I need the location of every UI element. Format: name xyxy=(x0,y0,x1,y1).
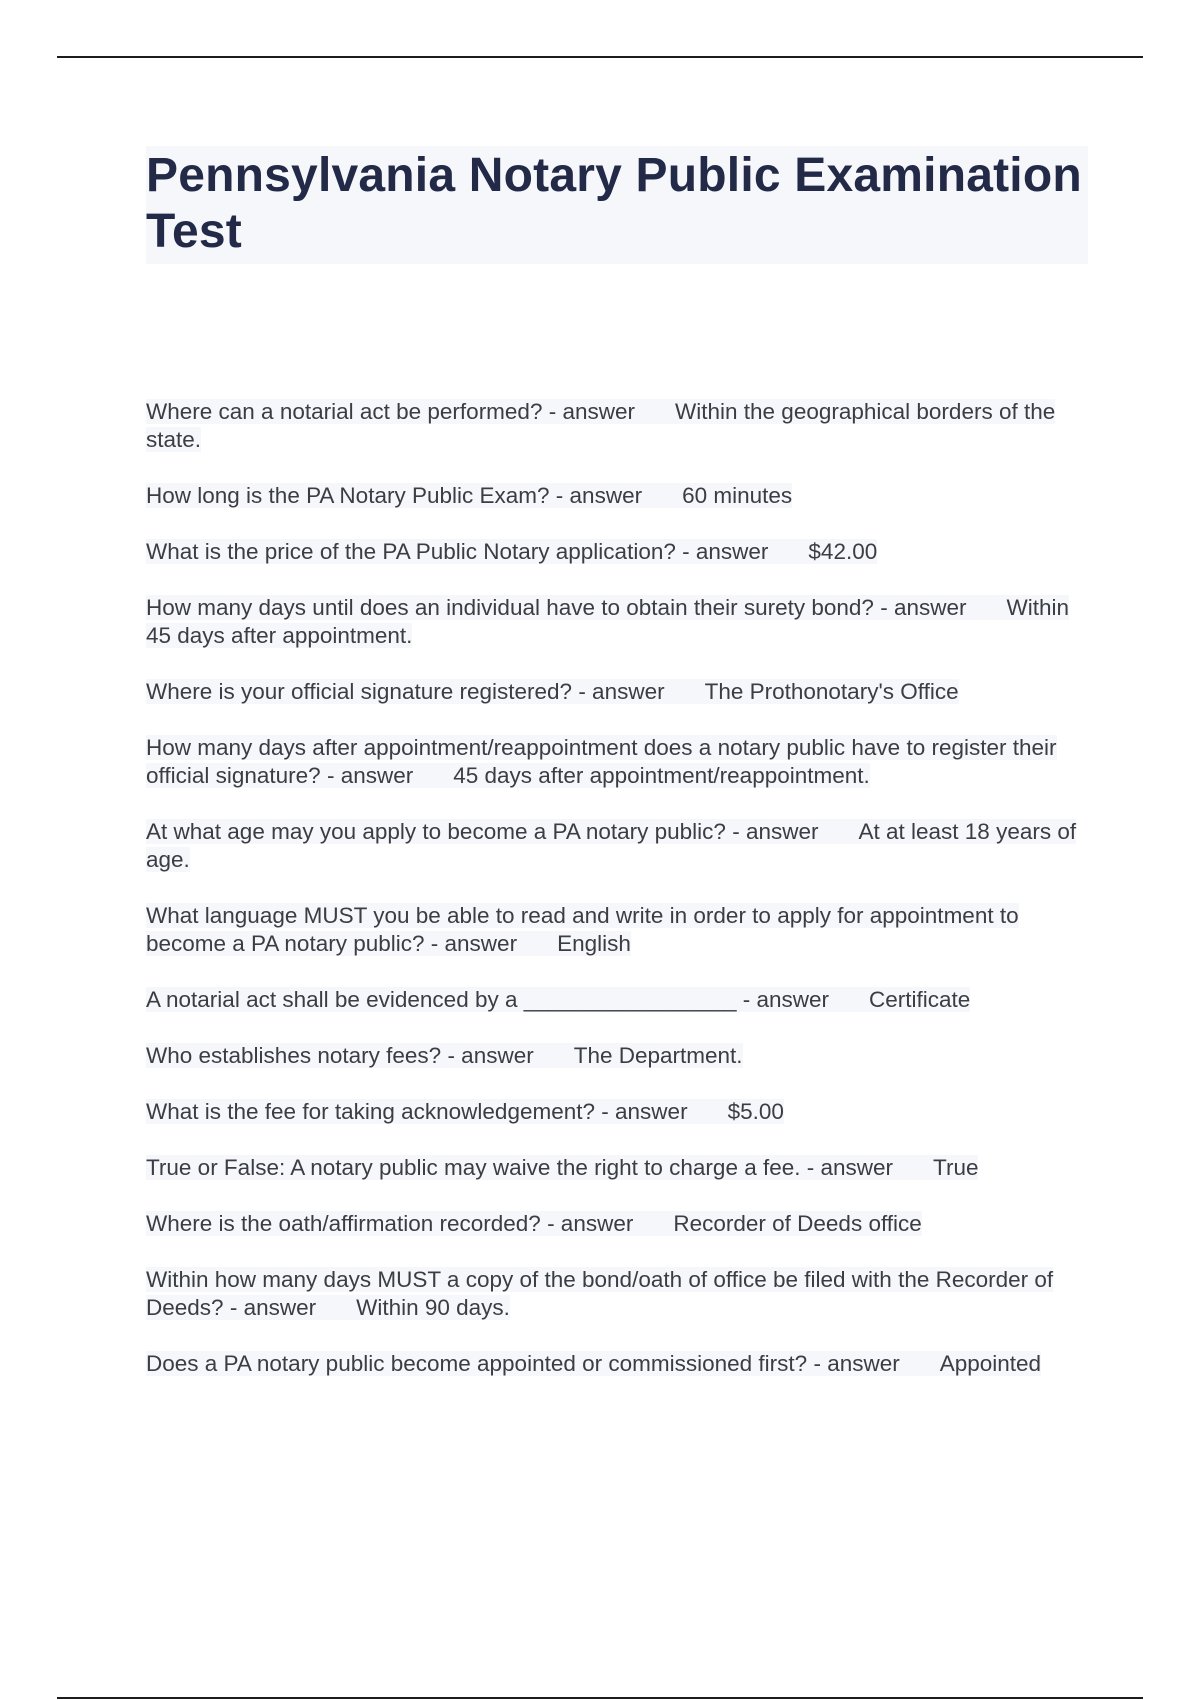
question-text: Where is the oath/affirmation recorded? xyxy=(146,1211,541,1236)
qa-item xyxy=(146,986,1096,1014)
answer-marker: - answer xyxy=(447,1043,534,1068)
answer-text: $5.00 xyxy=(727,1099,784,1124)
answer-text: 60 minutes xyxy=(682,483,793,508)
answer-marker: - answer xyxy=(682,539,769,564)
answer-text: The Prothonotary's Office xyxy=(704,679,959,704)
title-block xyxy=(146,146,1088,264)
question-text: How many days until does an individual have to obtain their surety bond? xyxy=(146,595,874,620)
qa-list xyxy=(146,398,1096,1406)
qa-item xyxy=(146,818,1096,874)
question-text: What is the fee for taking acknowledgement? xyxy=(146,1099,596,1124)
question-text: Where can a notarial act be performed? xyxy=(146,399,543,424)
question-text: At what age may you apply to become a PA notary public? xyxy=(146,819,726,844)
answer-text: $42.00 xyxy=(808,539,878,564)
qa-item xyxy=(146,1266,1096,1322)
question-text: True or False: A notary public may waive the right to charge a fee. xyxy=(146,1155,801,1180)
answer-marker: - answer xyxy=(547,1211,634,1236)
answer-marker: - answer xyxy=(548,399,636,424)
answer-marker: - answer xyxy=(813,1351,900,1376)
qa-item xyxy=(146,1098,1096,1126)
answer-marker: - answer xyxy=(430,931,518,956)
answer-marker: - answer xyxy=(555,483,643,508)
qa-item xyxy=(146,1042,1096,1070)
qa-item xyxy=(146,538,1096,566)
question-text: Does a PA notary public become appointed or commissioned first? xyxy=(146,1351,808,1376)
question-text: A notarial act shall be evidenced by a _________________ xyxy=(146,987,737,1012)
question-text: How many days after appointment/reappointment does a notary public have to register their official signature? xyxy=(146,735,1057,788)
answer-text: Within 45 days after appointment. xyxy=(146,595,1070,648)
answer-marker: - answer xyxy=(326,763,414,788)
top-rule xyxy=(57,56,1143,58)
qa-item xyxy=(146,398,1096,454)
answer-text: Appointed xyxy=(939,1351,1042,1376)
answer-text: Certificate xyxy=(869,987,971,1012)
answer-text: Within the geographical borders of the state. xyxy=(146,399,1056,452)
answer-marker: - answer xyxy=(742,987,830,1012)
question-text: How long is the PA Notary Public Exam? xyxy=(146,483,550,508)
question-text: Who establishes notary fees? xyxy=(146,1043,442,1068)
answer-marker: - answer xyxy=(880,595,967,620)
answer-marker: - answer xyxy=(601,1099,688,1124)
qa-item xyxy=(146,678,1096,706)
question-text: What language MUST you be able to read and write in order to apply for appointment to become a PA notary public? xyxy=(146,903,1019,956)
answer-text: At at least 18 years of age. xyxy=(146,819,1077,872)
answer-text: Recorder of Deeds office xyxy=(673,1211,922,1236)
bottom-rule xyxy=(57,1697,1143,1699)
answer-marker: - answer xyxy=(578,679,665,704)
answer-text: Within 90 days. xyxy=(356,1295,510,1320)
answer-text: True xyxy=(933,1155,979,1180)
qa-item xyxy=(146,1210,1096,1238)
qa-item xyxy=(146,902,1096,958)
answer-text: 45 days after appointment/reappointment. xyxy=(453,763,870,788)
qa-item xyxy=(146,1154,1096,1182)
question-text: Where is your official signature registered? xyxy=(146,679,573,704)
question-text: What is the price of the PA Public Notary application? xyxy=(146,539,676,564)
answer-marker: - answer xyxy=(806,1155,894,1180)
answer-text: English xyxy=(557,931,631,956)
qa-item xyxy=(146,482,1096,510)
answer-marker: - answer xyxy=(229,1295,317,1320)
qa-item xyxy=(146,734,1096,790)
answer-text: The Department. xyxy=(573,1043,743,1068)
question-text: Within how many days MUST a copy of the bond/oath of office be filed with the Recorder of Deeds? xyxy=(146,1267,1054,1320)
qa-item xyxy=(146,1350,1096,1378)
answer-marker: - answer xyxy=(732,819,819,844)
document-title: Pennsylvania Notary Public Examination Test xyxy=(146,149,1082,258)
qa-item xyxy=(146,594,1096,650)
